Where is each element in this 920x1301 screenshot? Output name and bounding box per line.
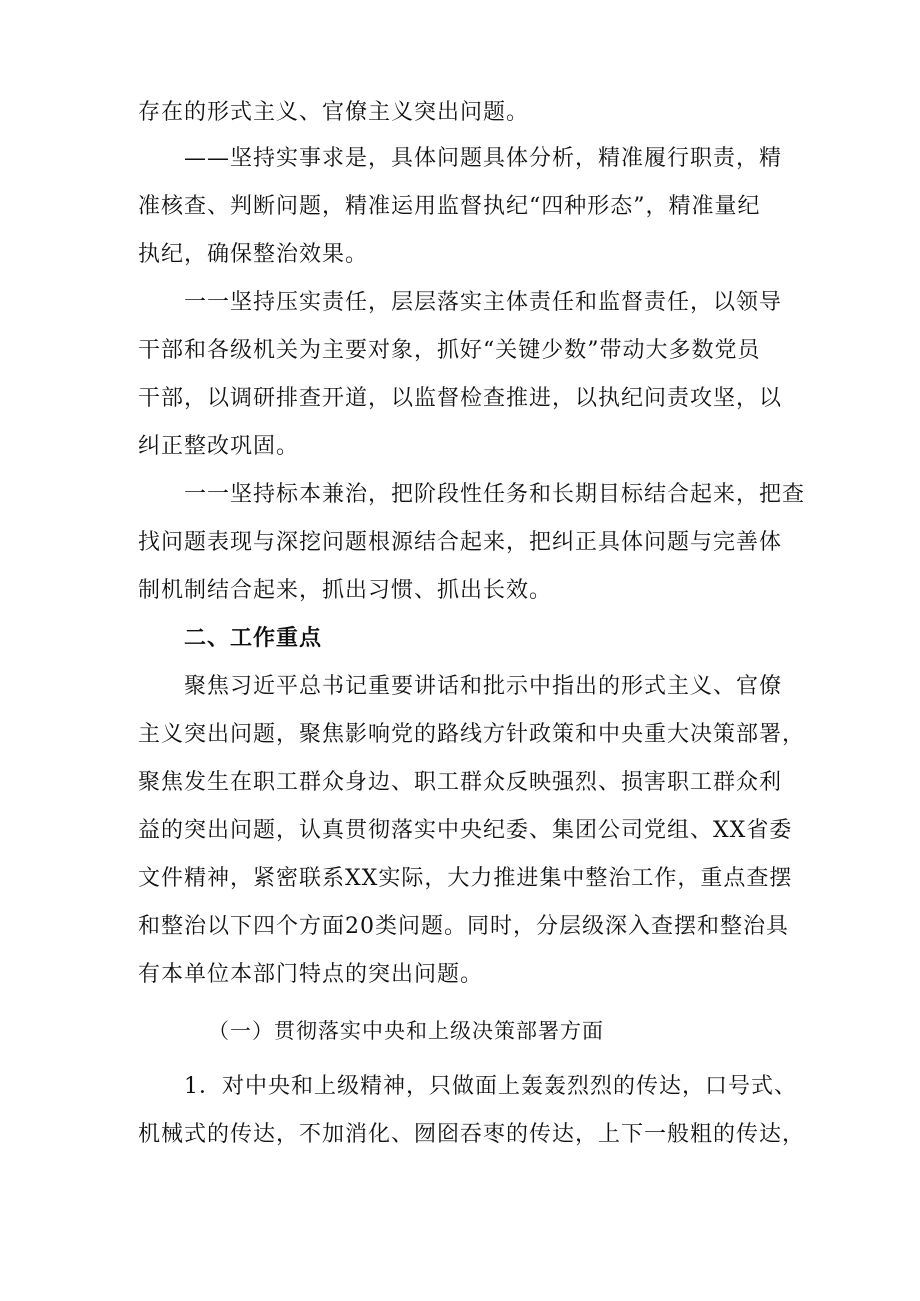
paragraph-line: 存在的形式主义、官僚主义突出问题。 <box>138 100 530 125</box>
paragraph-line: 一一坚持压实责任，层层落实主体责任和监督责任，以领导 <box>184 290 783 315</box>
paragraph-line: 和整治以下四个方面20类问题。同时，分层级深入查摆和整治具 <box>138 914 789 939</box>
paragraph-line: 准核查、判断问题，精准运用监督执纪“四种形态”，精准量纪 <box>138 194 761 219</box>
paragraph-line: 制机制结合起来，抓出习惯、抓出长效。 <box>138 578 553 603</box>
paragraph-line: ——坚持实事求是，具体问题具体分析，精准履行职责，精 <box>184 146 783 171</box>
paragraph-line: 有本单位本部门特点的突出问题。 <box>138 962 484 987</box>
paragraph-line: 聚焦发生在职工群众身边、职工群众反映强烈、损害职工群众利 <box>138 770 783 795</box>
paragraph-line: 干部和各级机关为主要对象，抓好“关键少数”带动大多数党员 <box>138 338 761 363</box>
paragraph-line: 主义突出问题，聚焦影响党的路线方针政策和中央重大决策部署， <box>138 722 806 747</box>
subsection-heading: （一）贯彻落实中央和上级决策部署方面 <box>208 1019 604 1043</box>
paragraph-line: 干部，以调研排查开道，以监督检查推进，以执纪问责攻坚，以 <box>138 386 783 411</box>
paragraph-line: 找问题表现与深挖问题根源结合起来，把纠正具体问题与完善体 <box>138 530 783 555</box>
paragraph-line: 一一坚持标本兼治，把阶段性任务和长期目标结合起来，把查 <box>184 482 806 507</box>
paragraph-line: 聚焦习近平总书记重要讲话和批示中指出的形式主义、官僚 <box>184 674 783 699</box>
section-heading: 二、工作重点 <box>184 626 323 651</box>
paragraph-line: 文件精神，紧密联系XX实际，大力推进集中整治工作，重点查摆 <box>138 866 793 891</box>
paragraph-line: 益的突出问题，认真贯彻落实中央纪委、集团公司党组、XX省委 <box>138 818 793 843</box>
paragraph-line: 机械式的传达，不加消化、囫囵吞枣的传达，上下一般粗的传达， <box>138 1122 806 1147</box>
paragraph-line: 纠正整改巩固。 <box>138 434 300 459</box>
paragraph-line: 执纪，确保整治效果。 <box>138 242 369 267</box>
paragraph-line: 1．对中央和上级精神，只做面上轰轰烈烈的传达，口号式、 <box>184 1074 797 1099</box>
